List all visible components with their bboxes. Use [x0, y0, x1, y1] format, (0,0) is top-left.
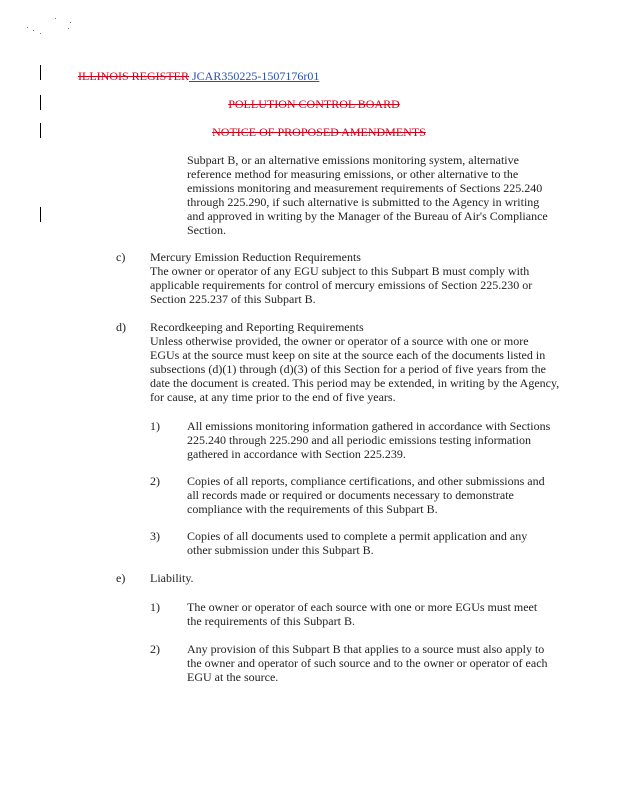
section-label: d)	[116, 320, 126, 334]
section-body: The owner or operator of any EGU subject to this Subpart B must comply with applicable requirements for control of mercury emissions of Section 225.230 or Section 225.237 of this Subpart B.	[150, 264, 533, 306]
item-label: 3)	[150, 529, 160, 543]
register-deleted: ILLINOIS REGISTER	[78, 69, 189, 83]
section-title: Recordkeeping and Reporting Requirements	[150, 320, 364, 334]
register-id: JCAR350225-1507176r01	[189, 69, 320, 83]
list-item: Copies of all documents used to complete a permit application and any other submission under this Subpart B.	[187, 529, 528, 557]
notice-title: NOTICE OF PROPOSED AMENDMENTS	[212, 125, 426, 139]
item-label: 2)	[150, 474, 160, 488]
change-bar	[40, 207, 41, 222]
item-label: 1)	[150, 600, 160, 614]
intro-paragraph: Subpart B, or an alternative emissions monitoring system, alternative reference method for measuring emissions, or other alternative to the emissions monitoring and measurement requirements of Sections 225.240 through 225.290, if such alternative is submitted to the Agency in writing and approved in writing by the Manager of the Bureau of Air's Compliance Section.	[187, 153, 548, 237]
list-item: All emissions monitoring information gathered in accordance with Sections 225.240 through 225.290 and all periodic emissions testing information gathered in accordance with Section 225.239.	[187, 419, 551, 461]
section-label: c)	[116, 250, 126, 264]
board-title: POLLUTION CONTROL BOARD	[228, 97, 400, 111]
list-item: Copies of all reports, compliance certifications, and other submissions and all records made or required or documents necessary to demonstrate compliance with the requirements of this Subpart B.	[187, 474, 545, 516]
list-item: Any provision of this Subpart B that applies to a source must also apply to the owner and operator of such source and to the owner or operator of each EGU at the source.	[187, 642, 548, 684]
list-item: The owner or operator of each source with one or more EGUs must meet the requirements of this Subpart B.	[187, 600, 538, 628]
item-label: 2)	[150, 642, 160, 656]
change-bar	[40, 65, 41, 80]
section-title: Mercury Emission Reduction Requirements	[150, 250, 361, 264]
section-body: Unless otherwise provided, the owner or operator of a source with one or more EGUs at the source must keep on site at the source each of the documents listed in subsections (d)(1) through (d)(3) of this Section for a period of five years from the date the document is created. This period may be extended, in writing by the Agency, for cause, at any time prior to the end of five years.	[150, 334, 560, 404]
section-title: Liability.	[150, 571, 194, 585]
item-label: 1)	[150, 419, 160, 433]
register-header	[78, 69, 319, 84]
section-label: e)	[116, 571, 126, 585]
